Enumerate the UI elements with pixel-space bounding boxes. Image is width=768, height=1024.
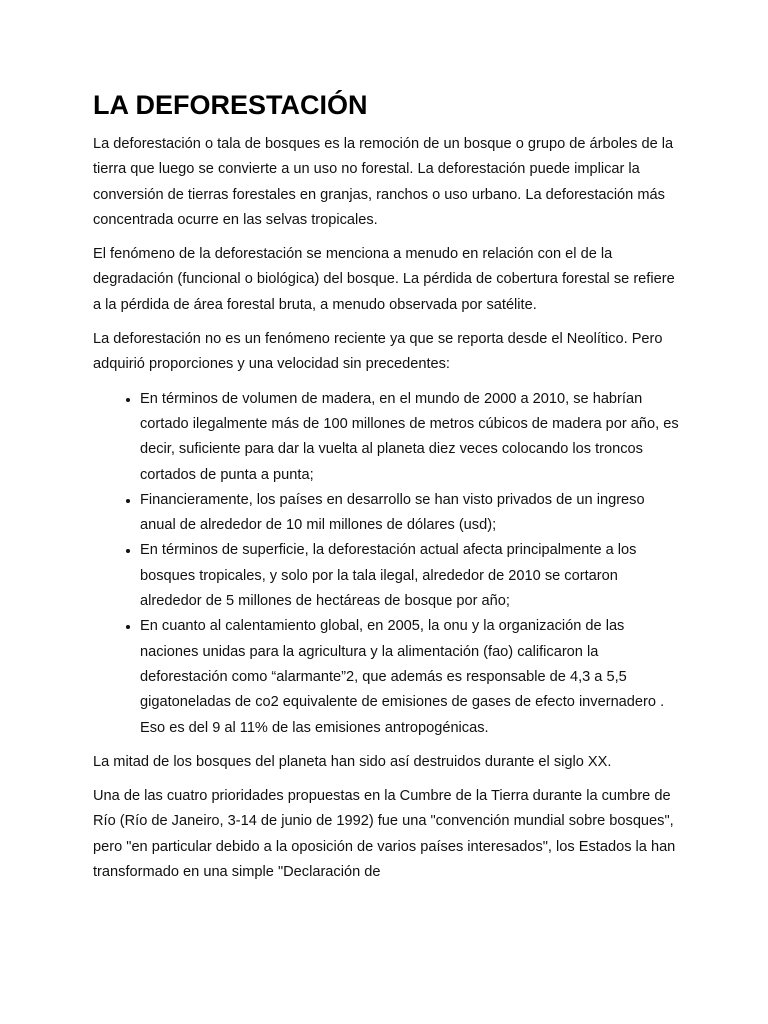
bullet-item-climate: • En cuanto al calentamiento global, en 2005, la onu y la organización de las naciones unidas para la agricultura y la alimentación (fao) calificaron la deforestación como “alarmante”2, que además es responsable de 4,3 a 5,5 gigatoneladas de co2 equivalente de emisiones de gases de efecto invernadero . Eso es del 9 al 11% de las emisiones antropogénicas.: [140, 614, 683, 740]
bullet-item-financial: • Financieramente, los países en desarrollo se han visto privados de un ingreso anual de alrededor de 10 mil millones de dólares (usd);: [140, 488, 683, 539]
paragraph-earth-summit: Una de las cuatro prioridades propuestas en la Cumbre de la Tierra durante la cumbre de Río (Río de Janeiro, 3-14 de junio de 1992) fue una "convención mundial sobre bosques", pero "en particular debido a la oposición de varios países interesados", los Estados la han transformado en una simple "Declaración de: [93, 788, 676, 881]
document-title: LA DEFORESTACIÓN: [93, 90, 368, 120]
paragraph-half-forests: La mitad de los bosques del planeta han sido así destruidos durante el siglo XX.: [93, 753, 612, 770]
bullet-item-volume: • En términos de volumen de madera, en el mundo de 2000 a 2010, se habrían cortado ilegalmente más de 100 millones de metros cúbicos de madera por año, es decir, suficiente para dar la vuelta al planeta diez veces colocando los troncos cortados de punta a punta;: [140, 387, 683, 488]
document-page: [93, 86, 683, 894]
bullet-item-surface: • En términos de superficie, la deforestación actual afecta principalmente a los bosques tropicales, y solo por la tala ilegal, alrededor de 2010 se cortaron alrededor de 5 millones de hectáreas de bosque por año;: [140, 538, 683, 614]
paragraph-degradation: El fenómeno de la deforestación se menciona a menudo en relación con el de la degradación (funcional o biológica) del bosque. La pérdida de cobertura forestal se refiere a la pérdida de área forestal bruta, a menudo observada por satélite.: [93, 246, 675, 313]
bullet-list: [93, 387, 683, 741]
paragraph-history: La deforestación no es un fenómeno reciente ya que se reporta desde el Neolítico. Pero adquirió proporciones y una velocidad sin precedentes:: [93, 331, 663, 373]
paragraph-definition: La deforestación o tala de bosques es la remoción de un bosque o grupo de árboles de la tierra que luego se convierte a un uso no forestal. La deforestación puede implicar la conversión de tierras forestales en granjas, ranchos o uso urbano. La deforestación más concentrada ocurre en las selvas tropicales.: [93, 136, 674, 228]
